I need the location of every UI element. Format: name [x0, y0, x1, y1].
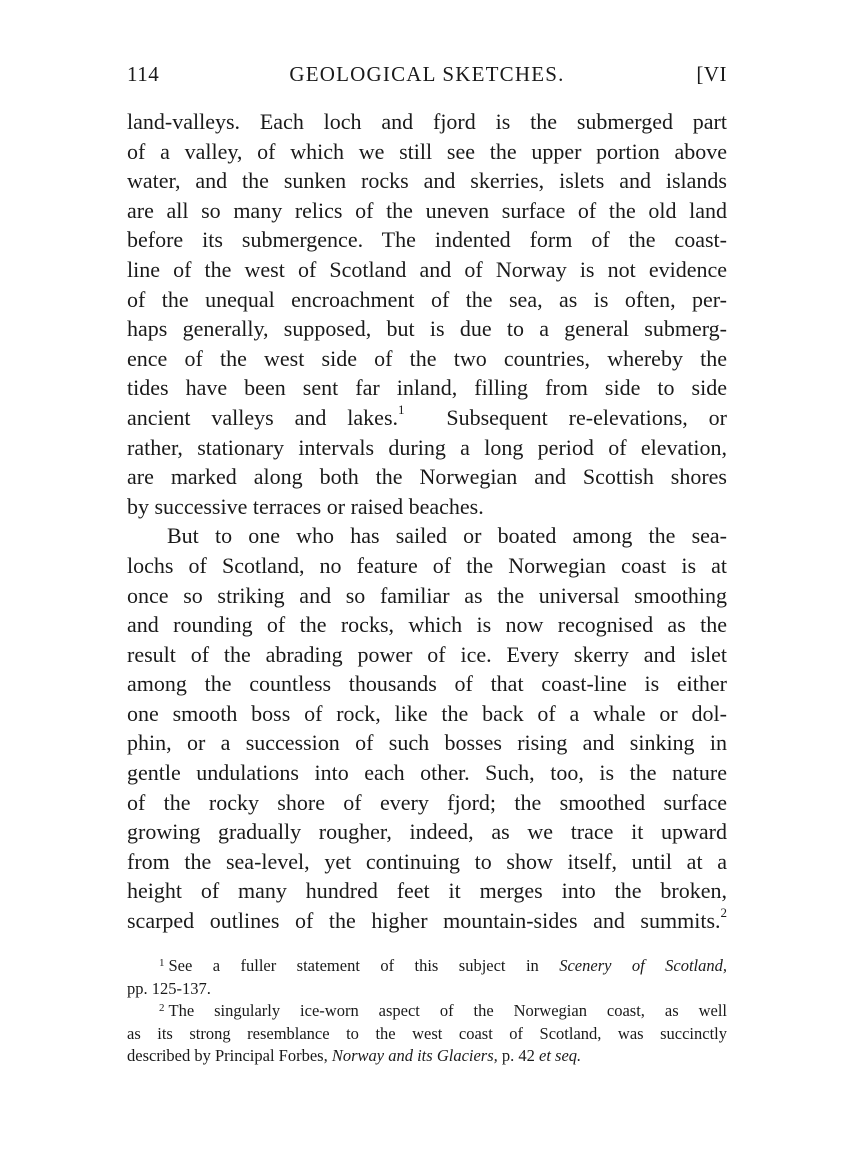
footnote-1-line: pp. 125-137. — [127, 978, 211, 998]
footnote-1-marker: 1 — [159, 957, 165, 969]
footnote-ref-2: 2 — [720, 904, 727, 920]
text-line: water, and the sunken rocks and skerries, islets and islands — [127, 168, 727, 194]
text-line: are all so many relics of the uneven surface of the old land — [127, 197, 727, 223]
text-line: and rounding of the rocks, which is now recognised as the — [127, 612, 727, 638]
footnote-1-line — [127, 955, 727, 978]
text-line: once so striking and so familiar as the universal smoothing — [127, 582, 727, 608]
footnote-citation: Scenery of Scotland, — [559, 956, 727, 975]
text-line: haps generally, supposed, but is due to a general submerg- — [127, 316, 727, 342]
footnote-ref-1: 1 — [398, 401, 405, 417]
footnote-citation: Norway and its Glaciers, — [331, 1046, 498, 1065]
text-line-with-note — [127, 403, 727, 433]
text-line: lochs of Scotland, no feature of the Norwegian coast is at — [127, 552, 727, 578]
text-fragment: scarped outlines of the higher mountain-sides and summits. — [127, 908, 721, 934]
text-line: phin, or a succession of such bosses rising and sinking in — [127, 730, 727, 756]
text-line: tides have been sent far inland, filling from side to side — [127, 375, 727, 401]
text-line: one smooth boss of rock, like the back of a whale or dol- — [127, 700, 727, 726]
footnote-text: The singularly ice-worn aspect of the Norwegian coast, as well — [168, 1001, 727, 1020]
text-line: result of the abrading power of ice. Every skerry and islet — [127, 641, 727, 667]
body-text — [127, 107, 727, 936]
text-line: line of the west of Scotland and of Norway is not evidence — [127, 256, 727, 282]
footnote-2-line: as its strong resemblance to the west coast of Scotland, was succinctly — [127, 1023, 727, 1043]
footnote-text: See a fuller statement of this subject in — [168, 956, 560, 975]
running-title: GEOLOGICAL SKETCHES. — [289, 62, 565, 86]
footnote-2-line — [127, 1045, 727, 1068]
footnote-citation: et seq. — [539, 1046, 582, 1065]
text-line: are marked along both the Norwegian and Scottish shores — [127, 464, 727, 490]
text-line: of the rocky shore of every fjord; the smoothed surface — [127, 789, 727, 815]
text-fragment: Subsequent re-elevations, or — [446, 404, 728, 430]
text-line: before its submergence. The indented form of the coast- — [127, 227, 727, 253]
footnotes — [127, 955, 727, 1068]
text-line: of a valley, of which we still see the upper portion above — [127, 138, 727, 164]
footnote-text: described by Principal Forbes, — [127, 1046, 332, 1065]
text-line: from the sea-level, yet continuing to show itself, until at a — [127, 848, 727, 874]
footnote-2-marker: 2 — [159, 1002, 165, 1014]
text-line: gentle undulations into each other. Such, too, is the nature — [127, 760, 727, 786]
running-head — [127, 58, 727, 90]
text-line: height of many hundred feet it merges into the broken, — [127, 878, 727, 904]
page-number: 114 — [127, 62, 160, 86]
paragraph-start: But to one who has sailed or boated among the sea- — [167, 523, 727, 549]
text-line: growing gradually rougher, indeed, as we trace it upward — [127, 819, 727, 845]
footnote-text: p. 42 — [497, 1046, 540, 1065]
text-line: among the countless thousands of that coast-line is either — [127, 671, 727, 697]
text-line-with-note — [127, 906, 727, 936]
chapter-marker: [VI — [696, 62, 727, 86]
text-line: land-valleys. Each loch and fjord is the submerged part — [127, 109, 727, 134]
text-line: rather, stationary intervals during a long period of elevation, — [127, 434, 727, 460]
text-line: of the unequal encroachment of the sea, as is often, per- — [127, 286, 727, 312]
text-fragment: ancient valleys and lakes. — [127, 404, 399, 430]
text-line: ence of the west side of the two countries, whereby the — [127, 345, 727, 371]
footnote-2-line — [127, 1000, 727, 1023]
text-line: by successive terraces or raised beaches. — [127, 493, 484, 519]
